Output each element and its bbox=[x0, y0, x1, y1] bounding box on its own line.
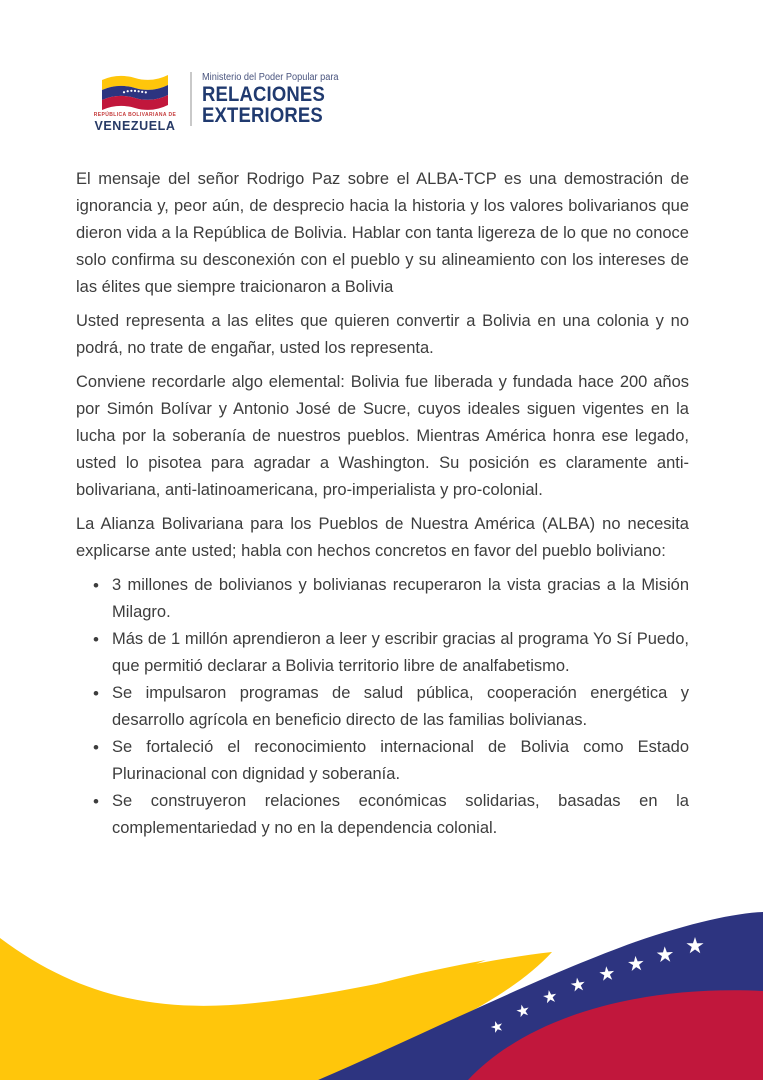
paragraph-3: Conviene recordarle algo elemental: Bolivia fue liberada y fundada hace 200 años por Simón Bolívar y Antonio José de Sucre, cuyos ideales siguen vigentes en la lucha por la soberanía de nuestros pueblos. Mientras América honra ese legado, usted lo pisotea para agradar a Washington. Su posición es claramente anti-bolivariana, anti-latinoamericana, pro-imperialista y pro-colonial. bbox=[76, 373, 689, 499]
ministry-logo bbox=[88, 70, 350, 133]
ministry-title-line1: RELACIONES bbox=[202, 82, 325, 106]
ministry-overline: Ministerio del Poder Popular para bbox=[202, 72, 339, 83]
list-item: • Más de 1 millón aprendieron a leer y escribir gracias al programa Yo Sí Puedo, que permitió declarar a Bolivia territorio libre de analfabetismo. bbox=[76, 626, 689, 680]
country-label: VENEZUELA bbox=[94, 119, 176, 133]
statement-body bbox=[76, 166, 689, 842]
ministry-title-line2: EXTERIORES bbox=[202, 103, 323, 127]
ministry-name bbox=[202, 70, 350, 125]
republic-label: REPÚBLICA BOLIVARIANA DE bbox=[93, 112, 177, 118]
list-item: • 3 millones de bolivianos y bolivianas recuperaron la vista gracias a la Misión Milagro. bbox=[76, 572, 689, 626]
list-item: • Se impulsaron programas de salud pública, cooperación energética y desarrollo agrícola en beneficio directo de las familias bolivianas. bbox=[76, 680, 689, 734]
flag-wave-decoration bbox=[0, 900, 763, 1080]
list-item: • Se fortaleció el reconocimiento internacional de Bolivia como Estado Plurinacional con dignidad y soberanía. bbox=[76, 734, 689, 788]
list-item: • Se construyeron relaciones económicas solidarias, basadas en la complementariedad y no en la dependencia colonial. bbox=[76, 788, 689, 842]
flag-block bbox=[88, 70, 182, 133]
venezuela-flag-icon bbox=[88, 70, 182, 110]
paragraph-2: Usted representa a las elites que quieren convertir a Bolivia en una colonia y no podrá, no trate de engañar, usted los representa. bbox=[76, 312, 689, 357]
paragraph-1: El mensaje del señor Rodrigo Paz sobre el ALBA-TCP es una demostración de ignorancia y, peor aún, de desprecio hacia la historia y los valores bolivarianos que dieron vida a la República de Bolivia. Hablar con tanta ligereza de lo que no conoce solo confirma su desconexión con el pueblo y su alineamiento con los intereses de las élites que siempre traicionaron a Bolivia bbox=[76, 170, 689, 296]
logo-divider bbox=[190, 72, 192, 126]
paragraph-4: La Alianza Bolivariana para los Pueblos de Nuestra América (ALBA) no necesita explicarse ante usted; habla con hechos concretos en favor del pueblo boliviano: bbox=[76, 515, 689, 560]
achievements-list bbox=[76, 572, 689, 842]
